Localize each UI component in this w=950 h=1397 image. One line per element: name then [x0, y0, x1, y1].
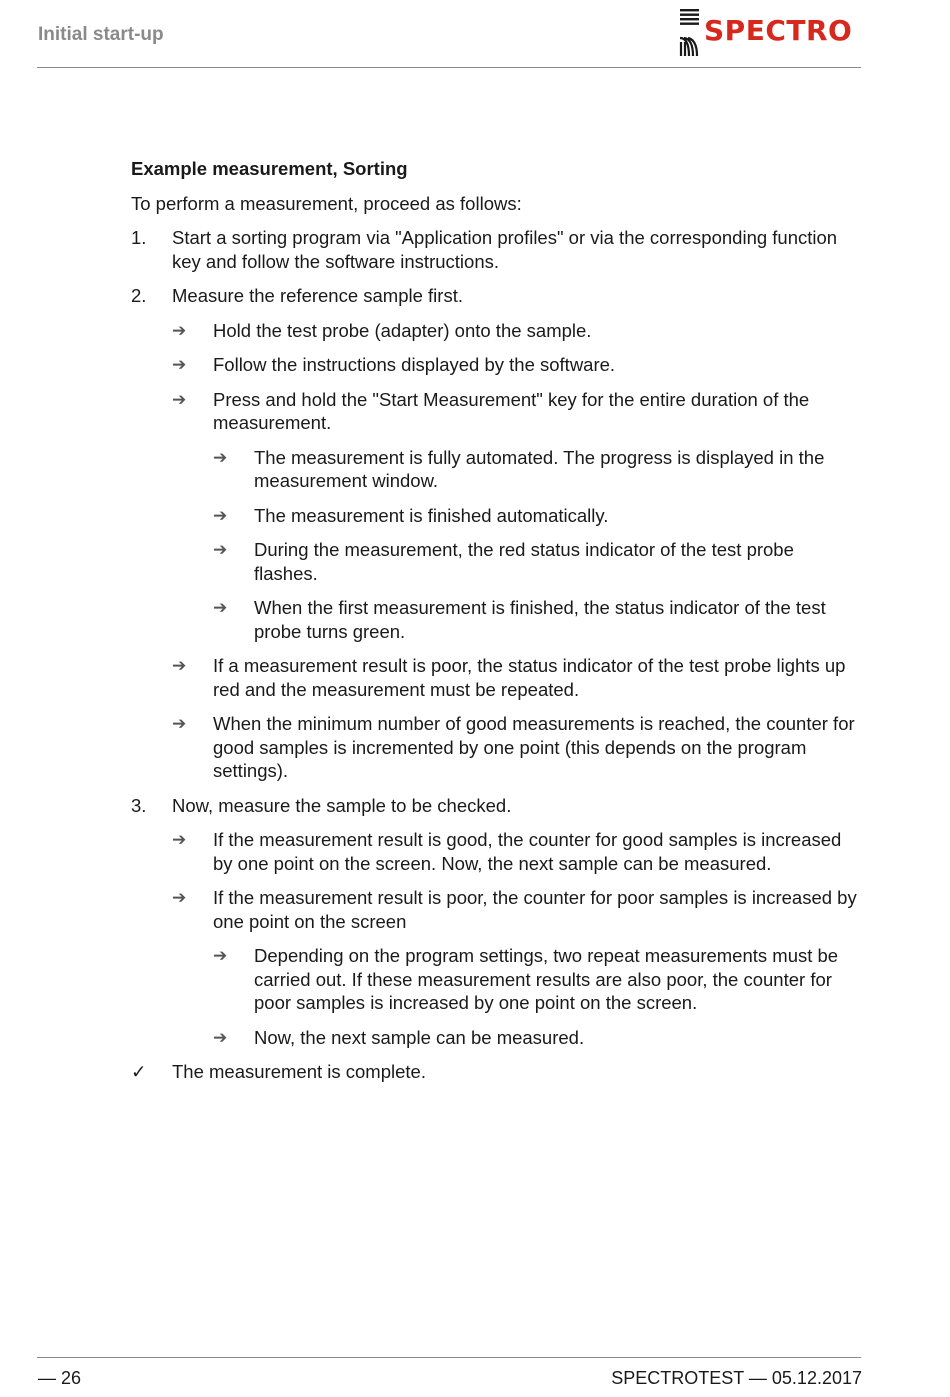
arrow-icon: ➔ — [172, 320, 187, 340]
arrow-icon: ➔ — [213, 447, 228, 467]
page-number: — 26 — [38, 1368, 82, 1388]
arrow-icon: ➔ — [213, 946, 228, 965]
result-text: The measurement is complete. — [172, 1061, 426, 1082]
spectro-logo-icon — [679, 8, 703, 60]
bullet-text: Press and hold the "Start Measurement" key for the entire duration of the measurement. — [213, 388, 810, 433]
nested-bullet — [213, 446, 861, 493]
nested-bullet — [213, 1026, 861, 1050]
step-number: 2. — [131, 285, 147, 306]
bullet-text: Follow the instructions displayed by the software. — [213, 354, 616, 375]
step-text: Measure the reference sample first. — [172, 285, 463, 306]
section-heading: Example measurement, Sorting — [131, 158, 408, 179]
step-item — [131, 794, 861, 818]
arrow-icon: ➔ — [172, 355, 187, 374]
arrow-icon: ➔ — [172, 888, 187, 907]
step-text: Now, measure the sample to be checked. — [172, 794, 512, 816]
arrow-icon: ➔ — [172, 830, 187, 849]
bullet-text: If the measurement result is good, the counter for good samples is increased by one point on the screen. Now, the next sample can be measured. — [213, 829, 842, 874]
bullet-text: If the measurement result is poor, the counter for poor samples is increased by one point on the screen — [213, 887, 857, 932]
result-bullet — [172, 353, 861, 377]
bullet-text: The measurement is fully automated. The progress is displayed in the measurement window. — [254, 446, 825, 491]
nested-bullet — [213, 944, 861, 1015]
bullet-text: If a measurement result is poor, the status indicator of the test probe lights up red and the measurement must be repeated. — [213, 655, 846, 700]
bullet-text: When the first measurement is finished, the status indicator of the test probe turns green. — [254, 597, 826, 642]
result-bullet — [172, 388, 861, 435]
nested-bullet — [213, 538, 861, 585]
header-divider — [37, 67, 861, 68]
arrow-icon: ➔ — [213, 505, 228, 525]
step-item — [131, 226, 861, 273]
bullet-text: Hold the test probe (adapter) onto the sample. — [213, 319, 592, 341]
arrow-icon: ➔ — [172, 714, 187, 733]
nested-bullet — [213, 504, 861, 528]
step-text: Start a sorting program via "Application profiles" or via the corresponding function key and follow the software instructions. — [172, 227, 838, 272]
result-bullet — [172, 319, 861, 343]
footer-divider — [37, 1357, 861, 1358]
result-bullet — [172, 712, 861, 783]
checkmark-icon: ✓ — [131, 1061, 147, 1082]
arrow-icon: ➔ — [213, 540, 228, 559]
bullet-text: The measurement is finished automatically. — [254, 504, 609, 526]
bullet-text: Now, the next sample can be measured. — [254, 1026, 585, 1048]
intro-text: To perform a measurement, proceed as follows: — [131, 192, 522, 214]
arrow-icon: ➔ — [172, 389, 187, 409]
bullet-text: Depending on the program settings, two repeat measurements must be carried out. If these measurement results are also poor, the counter for poor samples is increased by one point on the screen. — [254, 945, 839, 1013]
result-bullet — [172, 828, 861, 875]
step-number: 1. — [131, 227, 147, 248]
logo-wordmark: SPECTRO — [704, 14, 853, 47]
result-bullet — [172, 886, 861, 933]
spectro-logo — [679, 8, 861, 60]
arrow-icon: ➔ — [172, 656, 187, 675]
main-content — [131, 157, 861, 1095]
bullet-text: When the minimum number of good measurements is reached, the counter for good samples is incremented by one point (this depends on the program settings). — [213, 713, 855, 781]
section-title: Initial start-up — [38, 24, 164, 45]
arrow-icon: ➔ — [213, 1027, 228, 1047]
document-info: SPECTROTEST — 05.12.2017 — [611, 1368, 862, 1388]
arrow-icon: ➔ — [213, 598, 228, 617]
bullet-text: During the measurement, the red status indicator of the test probe flashes. — [254, 539, 794, 584]
step-number: 3. — [131, 794, 147, 816]
result-item — [131, 1060, 861, 1084]
nested-bullet — [213, 596, 861, 643]
result-bullet — [172, 654, 861, 701]
step-item — [131, 284, 861, 308]
